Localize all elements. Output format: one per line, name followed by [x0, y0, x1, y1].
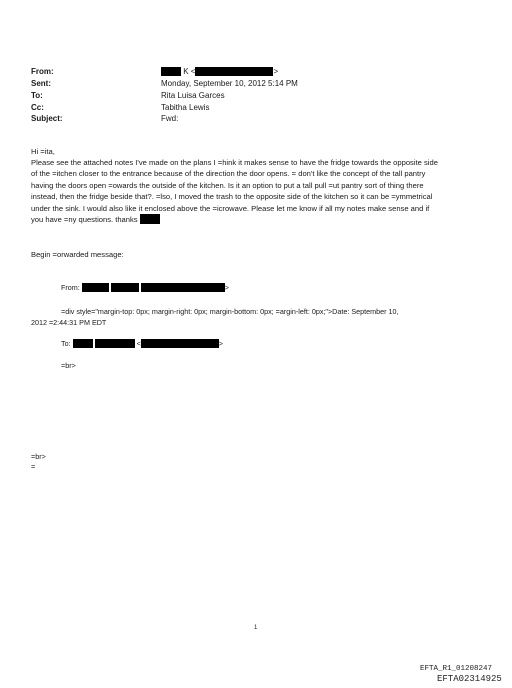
div-style-line: =div style="margin-top: 0px; margin-right: 0px; margin-bottom: 0px; =argin-left: 0px;">Date: September 10,	[61, 307, 399, 316]
to-label: To:	[31, 91, 43, 100]
forward-to	[61, 338, 223, 349]
body-line: of the =itchen closer to the entrance because of the direction the door opens. = don't like the concept of the tall pantry	[31, 169, 426, 178]
sent-label: Sent:	[31, 79, 51, 88]
redaction-block	[95, 339, 135, 348]
forward-from	[61, 282, 229, 293]
body-line: instead, then the fridge beside that?. =lso, I moved the trash to the opposite side of the kitchen so it can be =ymmetrical	[31, 192, 433, 201]
forward-to-close: >	[218, 339, 223, 348]
br-tag: =br>	[61, 361, 76, 370]
sent-value: Monday, September 10, 2012 5:14 PM	[161, 79, 298, 88]
from-value	[161, 67, 278, 76]
redaction-block	[82, 283, 109, 292]
to-value: Rita Luisa Garces	[161, 91, 225, 100]
cc-label: Cc:	[31, 103, 44, 112]
redaction-block	[140, 214, 160, 224]
redaction-block	[195, 67, 273, 76]
forward-to-label: To:	[61, 339, 71, 348]
subject-value: Fwd:	[161, 114, 179, 123]
equals-fragment: =	[31, 462, 36, 471]
body-line: having the doors open =owards the outside of the kitchen. Is it an option to put a tall pull =ut pantry sort of thing there	[31, 181, 424, 190]
cc-value: Tabitha Lewis	[161, 103, 210, 112]
body-line: you have =ny questions. thanks	[31, 215, 138, 224]
from-close: >	[273, 67, 279, 76]
br-tag: =br>	[31, 452, 46, 461]
date-line: 2012 =2:44:31 PM EDT	[31, 318, 107, 327]
body-last-line	[31, 214, 160, 225]
redaction-block	[141, 283, 225, 292]
greeting: Hi =ita,	[31, 147, 55, 156]
forward-to-lt: <	[136, 339, 141, 348]
redaction-block	[73, 339, 93, 348]
forward-intro: Begin =orwarded message:	[31, 250, 124, 259]
from-k: K <	[183, 67, 196, 76]
redaction-block	[141, 339, 219, 348]
body-line: under the sink. I would also like it enclosed above the =icrowave. Please let me know if all my notes make sense and if	[31, 204, 430, 213]
from-label: From:	[31, 67, 54, 76]
redaction-block	[111, 283, 139, 292]
body-line: Please see the attached notes I've made on the plans I =hink it makes sense to have the fridge towards the opposite side	[31, 158, 438, 167]
forward-from-close: >	[224, 283, 229, 292]
bates-number: EFTA02314925	[437, 674, 502, 684]
bates-number-r1: EFTA_R1_01208247	[420, 665, 493, 673]
page-number: 1	[254, 625, 258, 631]
redaction-block	[161, 67, 181, 76]
forward-from-label: From:	[61, 283, 80, 292]
subject-label: Subject:	[31, 114, 63, 123]
